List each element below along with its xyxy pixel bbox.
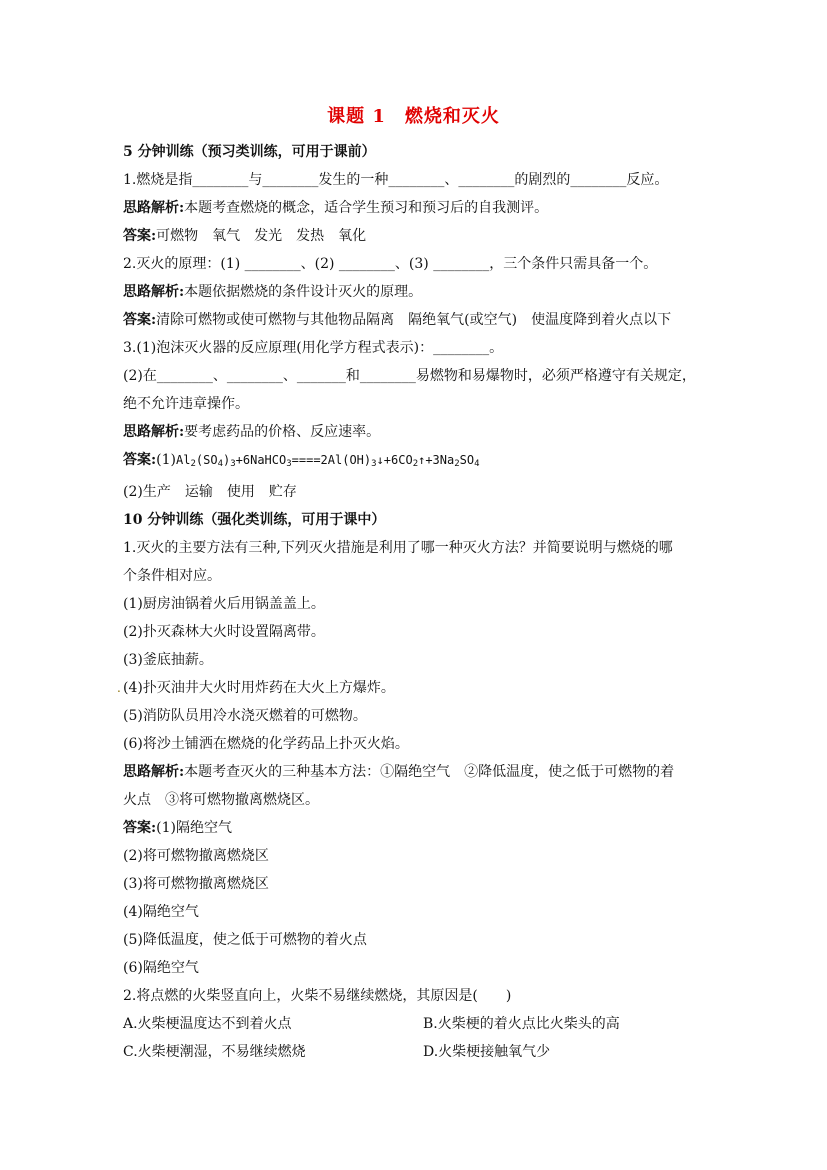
- document-body: [117, 138, 723, 1066]
- answer-label: 答案:: [123, 452, 157, 468]
- analysis-text: 本题考查灭火的三种基本方法：①隔绝空气 ②降低温度，使之低于可燃物的着: [184, 764, 675, 780]
- eq-part: Al: [176, 453, 191, 467]
- list-item: [117, 674, 723, 702]
- eq-subscript: 2: [412, 459, 419, 469]
- option-a: A.火柴梗温度达不到着火点: [123, 1016, 292, 1032]
- eq-subscript: 4: [217, 459, 223, 469]
- answer-2: [123, 306, 723, 334]
- list-item: (2)扑灭森林大火时设置隔离带。: [123, 624, 325, 640]
- answer-item: (2)将可燃物撤离燃烧区: [123, 848, 269, 864]
- list-item: (1)厨房油锅着火后用锅盖盖上。: [123, 596, 325, 612]
- question-2: 2.灭火的原理：(1) ________、(2) ________、(3) ________，三个条件只需具备一个。: [123, 256, 658, 272]
- list-item: (3)釜底抽薪。: [123, 652, 213, 668]
- eq-part: ↓+6CO: [376, 453, 413, 467]
- answer-text: (1)隔绝空气: [156, 820, 233, 836]
- option-b: B.火柴梗的着火点比火柴头的高: [423, 1016, 620, 1032]
- question-1-line-1: 1.灭火的主要方法有三种,下列灭火措施是利用了哪一种灭火方法？并简要说明与燃烧的哪: [123, 540, 673, 556]
- eq-part: ====2Al(OH): [291, 453, 372, 467]
- question-3-part-2-line-1: (2)在________、________、_______和________易燃物和易爆物时，必须严格遵守有关规定，: [123, 368, 696, 384]
- analysis-3: [123, 418, 723, 446]
- answer-3-equation: [123, 446, 723, 478]
- answer-text: 可燃物 氧气 发光 发热 氧化: [156, 228, 367, 244]
- answer-label: 答案:: [123, 820, 157, 836]
- eq-subscript: 3: [286, 459, 292, 469]
- answer-section-2: [123, 814, 723, 842]
- question-2: 2.将点燃的火柴竖直向上，火柴不易继续燃烧，其原因是( ): [123, 988, 512, 1004]
- eq-part: +6NaHCO: [235, 453, 287, 467]
- eq-part: ↑+3Na: [418, 453, 455, 467]
- answer-item: (3)将可燃物撤离燃烧区: [123, 876, 269, 892]
- eq-part: SO: [459, 453, 475, 467]
- options-row-1: [123, 1010, 723, 1038]
- eq-part: (SO: [195, 453, 218, 467]
- answer-item: (6)隔绝空气: [123, 960, 199, 976]
- option-c: C.火柴梗潮湿，不易继续燃烧: [123, 1044, 306, 1060]
- analysis-2: [123, 278, 723, 306]
- list-item-text: (4)扑灭油井大火时用炸药在大火上方爆炸。: [123, 680, 395, 696]
- list-item: (5)消防队员用冷水浇灭燃着的可燃物。: [123, 708, 367, 724]
- section-heading-10min: 10 分钟训练（强化类训练，可用于课中）: [123, 512, 386, 528]
- chemical-equation: [176, 453, 480, 467]
- eq-subscript: 2: [190, 459, 196, 469]
- answer-item: (5)降低温度，使之低于可燃物的着火点: [123, 932, 367, 948]
- eq-part: ): [223, 453, 231, 467]
- analysis-text: 本题依据燃烧的条件设计灭火的原理。: [184, 284, 423, 300]
- analysis-label: 思路解析:: [123, 200, 185, 216]
- list-item: (6)将沙土铺洒在燃烧的化学药品上扑灭火焰。: [123, 736, 409, 752]
- question-3-part-1: 3.(1)泡沫灭火器的反应原理(用化学方程式表示)：________。: [123, 340, 504, 356]
- stray-mark: .: [117, 681, 121, 695]
- eq-subscript: 2: [454, 459, 460, 469]
- answer-label: 答案:: [123, 312, 157, 328]
- section-heading-5min: 5 分钟训练（预习类训练，可用于课前）: [123, 144, 376, 160]
- analysis-label: 思路解析:: [123, 424, 185, 440]
- answer-label: 答案:: [123, 228, 157, 244]
- answer-item: (4)隔绝空气: [123, 904, 199, 920]
- question-1-line-2: 个条件相对应。: [123, 568, 221, 584]
- analysis-section-2-line-2: 火点 ③将可燃物撤离燃烧区。: [123, 792, 319, 808]
- page-title: 课题 1 燃烧和灭火: [327, 106, 500, 127]
- analysis-1: [123, 194, 723, 222]
- option-d: D.火柴梗接触氧气少: [423, 1044, 551, 1060]
- analysis-section-2-line-1: [123, 758, 723, 786]
- eq-subscript: 4: [474, 459, 480, 469]
- eq-subscript: 3: [230, 459, 236, 469]
- options-row-2: [123, 1038, 723, 1066]
- question-3-part-2-line-2: 绝不允许违章操作。: [123, 396, 249, 412]
- answer-3-part-2: (2)生产 运输 使用 贮存: [123, 484, 297, 500]
- analysis-label: 思路解析:: [123, 764, 185, 780]
- analysis-text: 要考虑药品的价格、反应速率。: [184, 424, 381, 440]
- answer-text: 清除可燃物或使可燃物与其他物品隔离 隔绝氧气(或空气) 使温度降到着火点以下: [156, 312, 672, 328]
- eq-subscript: 3: [371, 459, 377, 469]
- question-1: 1.燃烧是指________与________发生的一种________、________的剧烈的________反应。: [123, 172, 669, 188]
- analysis-text: 本题考查燃烧的概念，适合学生预习和预习后的自我测评。: [184, 200, 549, 216]
- answer-1: [123, 222, 723, 250]
- answer-prefix: (1): [156, 452, 177, 468]
- analysis-label: 思路解析:: [123, 284, 185, 300]
